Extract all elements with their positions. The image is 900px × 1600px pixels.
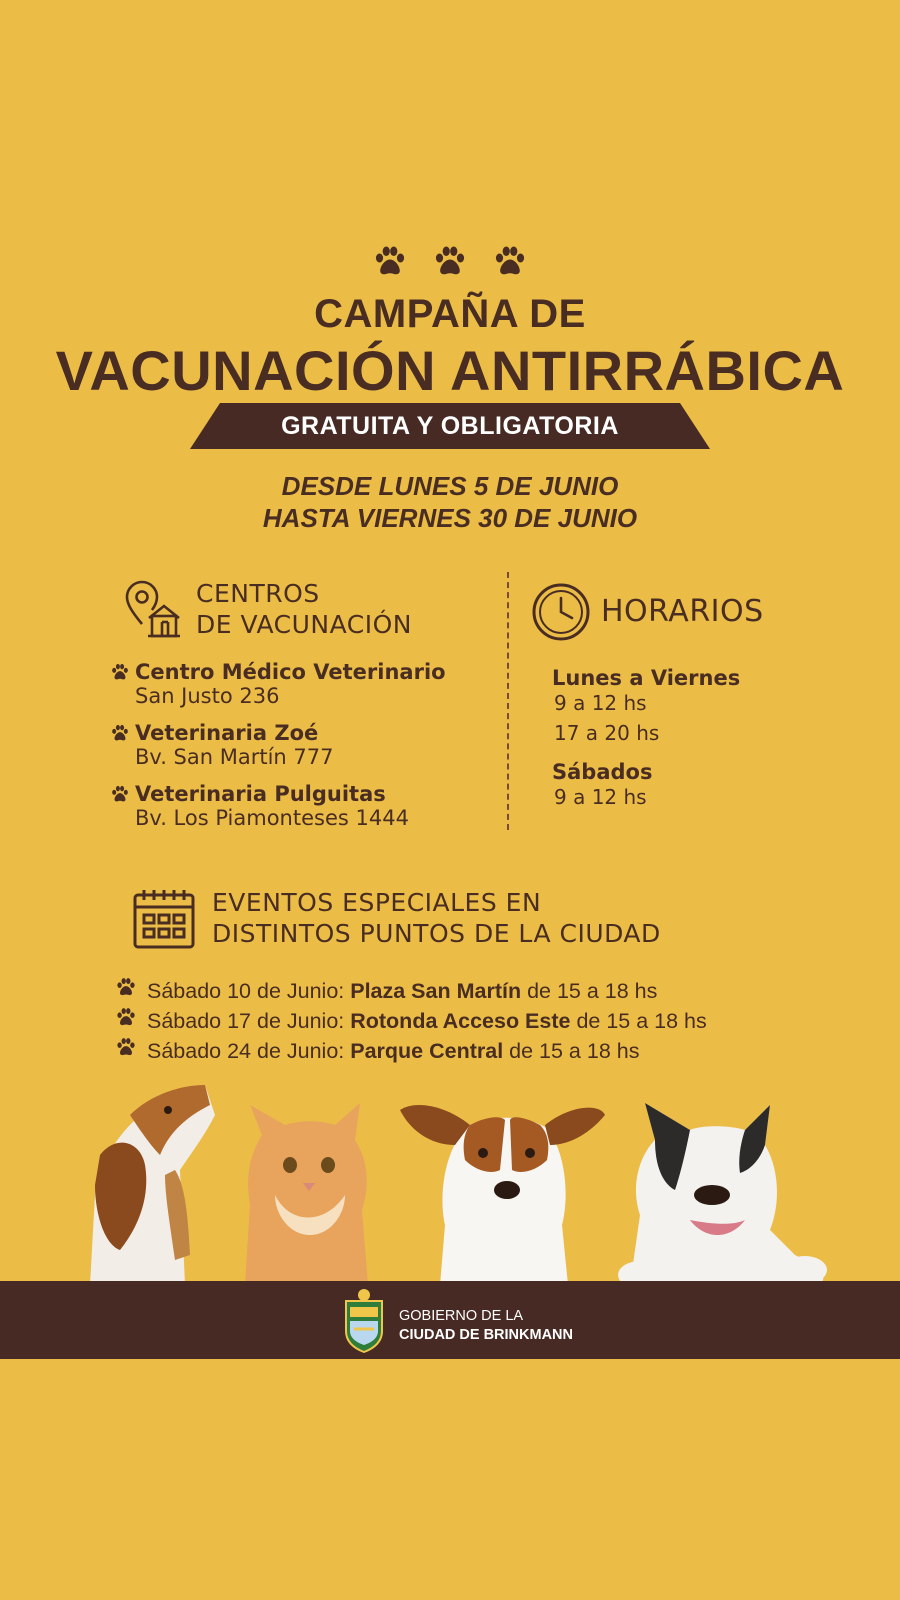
list-item [115,1036,895,1066]
special-events-list [115,976,895,1066]
vaccination-centers-list [110,660,500,843]
pets-illustration [0,1075,900,1285]
paw-icon [115,1006,137,1028]
center-address: Bv. San Martín 777 [135,745,334,769]
event-place: Parque Central [350,1039,504,1063]
weekdays-morning-hours: 9 a 12 hs [554,691,647,715]
paw-icon [110,784,130,804]
city-crest-logo [342,1287,386,1353]
saturday-label: Sábados [552,760,653,784]
saturday-hours: 9 a 12 hs [554,785,647,809]
date-from: DESDE LUNES 5 DE JUNIO [281,471,619,501]
weekdays-label: Lunes a Viernes [552,666,741,690]
centros-title-line-1: CENTROS [196,579,320,608]
event-date: Sábado 10 de Junio: [147,979,345,1003]
event-date: Sábado 17 de Junio: [147,1009,345,1033]
horarios-title: HORARIOS [601,594,764,629]
event-place: Plaza San Martín [350,979,522,1003]
beagle-dog-image [90,1085,215,1285]
column-divider [507,572,509,830]
event-place: Rotonda Acceso Este [350,1009,571,1033]
calendar-icon [132,887,196,951]
center-address: Bv. Los Piamonteses 1444 [135,806,409,830]
center-address: San Justo 236 [135,684,280,708]
paw-icon [115,1036,137,1058]
event-date: Sábado 24 de Junio: [147,1039,345,1063]
list-item [110,721,500,769]
event-time: de 15 a 18 hs [527,979,658,1003]
eventos-title [212,887,661,949]
title-line-1: CAMPAÑA DE [314,292,586,336]
event-time: de 15 a 18 hs [576,1009,707,1033]
gov-line-2: CIUDAD DE BRINKMANN [399,1327,573,1343]
paw-icon [432,243,468,279]
date-to: HASTA VIERNES 30 DE JUNIO [262,503,638,533]
centros-title [196,578,412,640]
paw-icon [115,976,137,998]
french-bulldog-image [618,1103,827,1285]
centros-title-line-2: DE VACUNACIÓN [196,610,412,639]
title-line-2: VACUNACIÓN ANTIRRÁBICA [55,339,845,402]
paw-icon [110,723,130,743]
weekdays-evening-hours: 17 a 20 hs [554,721,660,745]
gov-line-1: GOBIERNO DE LA [399,1308,524,1324]
paw-prints-decoration [372,243,528,283]
center-name: Veterinaria Pulguitas [135,782,386,806]
list-item [115,1006,895,1036]
eventos-title-line-1: EVENTOS ESPECIALES EN [212,888,542,917]
event-time: de 15 a 18 hs [509,1039,640,1063]
list-item [115,976,895,1006]
government-logo-text [399,1307,573,1345]
clock-icon [531,582,591,642]
jack-russell-dog-image [400,1105,605,1285]
paw-icon [372,243,408,279]
ribbon-label: GRATUITA Y OBLIGATORIA [281,412,619,440]
kitten-image [245,1103,368,1285]
eventos-title-line-2: DISTINTOS PUNTOS DE LA CIUDAD [212,919,661,948]
schedule-block [552,666,872,810]
paw-icon [492,243,528,279]
list-item [110,660,500,708]
paw-icon [110,662,130,682]
location-clinic-icon [122,578,184,640]
campaign-dates [0,470,900,534]
list-item [110,782,500,830]
center-name: Centro Médico Veterinario [135,660,446,684]
center-name: Veterinaria Zoé [135,721,319,745]
